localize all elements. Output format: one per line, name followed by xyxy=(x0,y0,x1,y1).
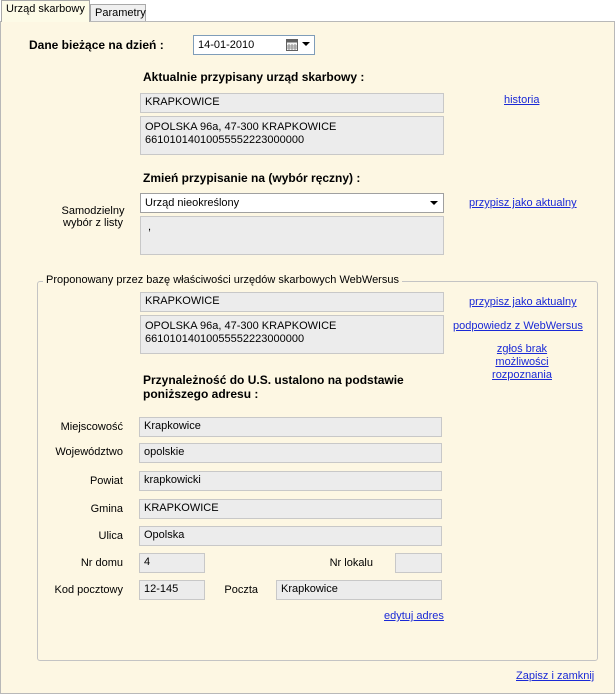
powiat-label: Powiat xyxy=(89,475,123,487)
tab-urzad-skarbowy[interactable]: Urząd skarbowy xyxy=(1,0,90,22)
basis-heading-line1: Przynależność do U.S. ustalono na podstawie xyxy=(143,373,404,387)
tab-parametry[interactable]: Parametry xyxy=(90,4,146,22)
wojewodztwo-label: Województwo xyxy=(55,446,123,458)
nr-lokalu-label: Nr lokalu xyxy=(329,557,373,569)
manual-select-label-line1: Samodzielny xyxy=(61,205,125,217)
poczta-field: Krapkowice xyxy=(276,580,442,600)
poczta-label: Poczta xyxy=(224,584,258,596)
miejscowosc-field: Krapkowice xyxy=(139,417,442,437)
current-office-name: KRAPKOWICE xyxy=(140,93,444,113)
basis-heading-line2: poniższego adresu : xyxy=(143,387,259,401)
office-select[interactable] xyxy=(140,193,444,213)
proposed-group-legend: Proponowany przez bazę właściwości urzędów skarbowych WebWersus xyxy=(43,274,402,286)
gmina-field: KRAPKOWICE xyxy=(139,499,442,519)
date-label: Dane bieżące na dzień : xyxy=(29,38,164,52)
nr-domu-label: Nr domu xyxy=(80,557,123,569)
report-link-line2: możliwości xyxy=(495,356,549,368)
miejscowosc-label: Miejscowość xyxy=(60,421,123,433)
edit-address-link[interactable]: edytuj adres xyxy=(384,610,444,622)
proposed-office-address xyxy=(140,315,444,354)
hint-webwersus-link[interactable]: podpowiedz z WebWersus xyxy=(453,320,583,332)
calendar-icon[interactable] xyxy=(286,39,298,51)
ulica-field: Opolska xyxy=(139,526,442,546)
report-unrecognized-link[interactable] xyxy=(486,343,558,382)
assign-manual-link[interactable]: przypisz jako aktualny xyxy=(469,197,577,209)
manual-select-label xyxy=(58,205,128,229)
date-value: 14-01-2010 xyxy=(198,39,255,51)
chevron-down-icon[interactable] xyxy=(302,42,310,47)
proposed-office-address-line2: 66101014010055552223000000 xyxy=(145,333,305,345)
assign-proposed-link[interactable]: przypisz jako aktualny xyxy=(469,296,577,308)
current-office-address-line1: OPOLSKA 96a, 47-300 KRAPKOWICE xyxy=(145,121,337,133)
history-link[interactable]: historia xyxy=(504,94,540,106)
nr-domu-field: 4 xyxy=(139,553,205,573)
tab-bar xyxy=(0,0,615,22)
nr-lokalu-field xyxy=(395,553,442,573)
selected-office-detail: , xyxy=(140,216,444,255)
date-picker[interactable] xyxy=(193,35,315,55)
basis-heading xyxy=(143,373,404,401)
manual-select-label-line2: wybór z listy xyxy=(63,217,123,229)
gmina-label: Gmina xyxy=(90,503,123,515)
kod-pocztowy-field: 12-145 xyxy=(139,580,205,600)
chevron-down-icon[interactable] xyxy=(430,201,438,206)
current-office-address xyxy=(140,116,444,155)
report-link-line3: rozpoznania xyxy=(492,369,552,381)
ulica-label: Ulica xyxy=(98,530,123,542)
proposed-office-address-line1: OPOLSKA 96a, 47-300 KRAPKOWICE xyxy=(145,320,337,332)
office-select-value: Urząd nieokreślony xyxy=(145,197,240,209)
powiat-field: krapkowicki xyxy=(139,471,442,491)
current-office-address-line2: 66101014010055552223000000 xyxy=(145,134,305,146)
wojewodztwo-field: opolskie xyxy=(139,443,442,463)
report-link-line1: zgłoś brak xyxy=(496,343,548,355)
change-heading: Zmień przypisanie na (wybór ręczny) : xyxy=(143,171,361,185)
kod-pocztowy-label: Kod pocztowy xyxy=(54,584,123,596)
current-office-heading: Aktualnie przypisany urząd skarbowy : xyxy=(143,70,365,84)
proposed-office-name: KRAPKOWICE xyxy=(140,292,444,312)
save-and-close-link[interactable]: Zapisz i zamknij xyxy=(516,670,595,682)
